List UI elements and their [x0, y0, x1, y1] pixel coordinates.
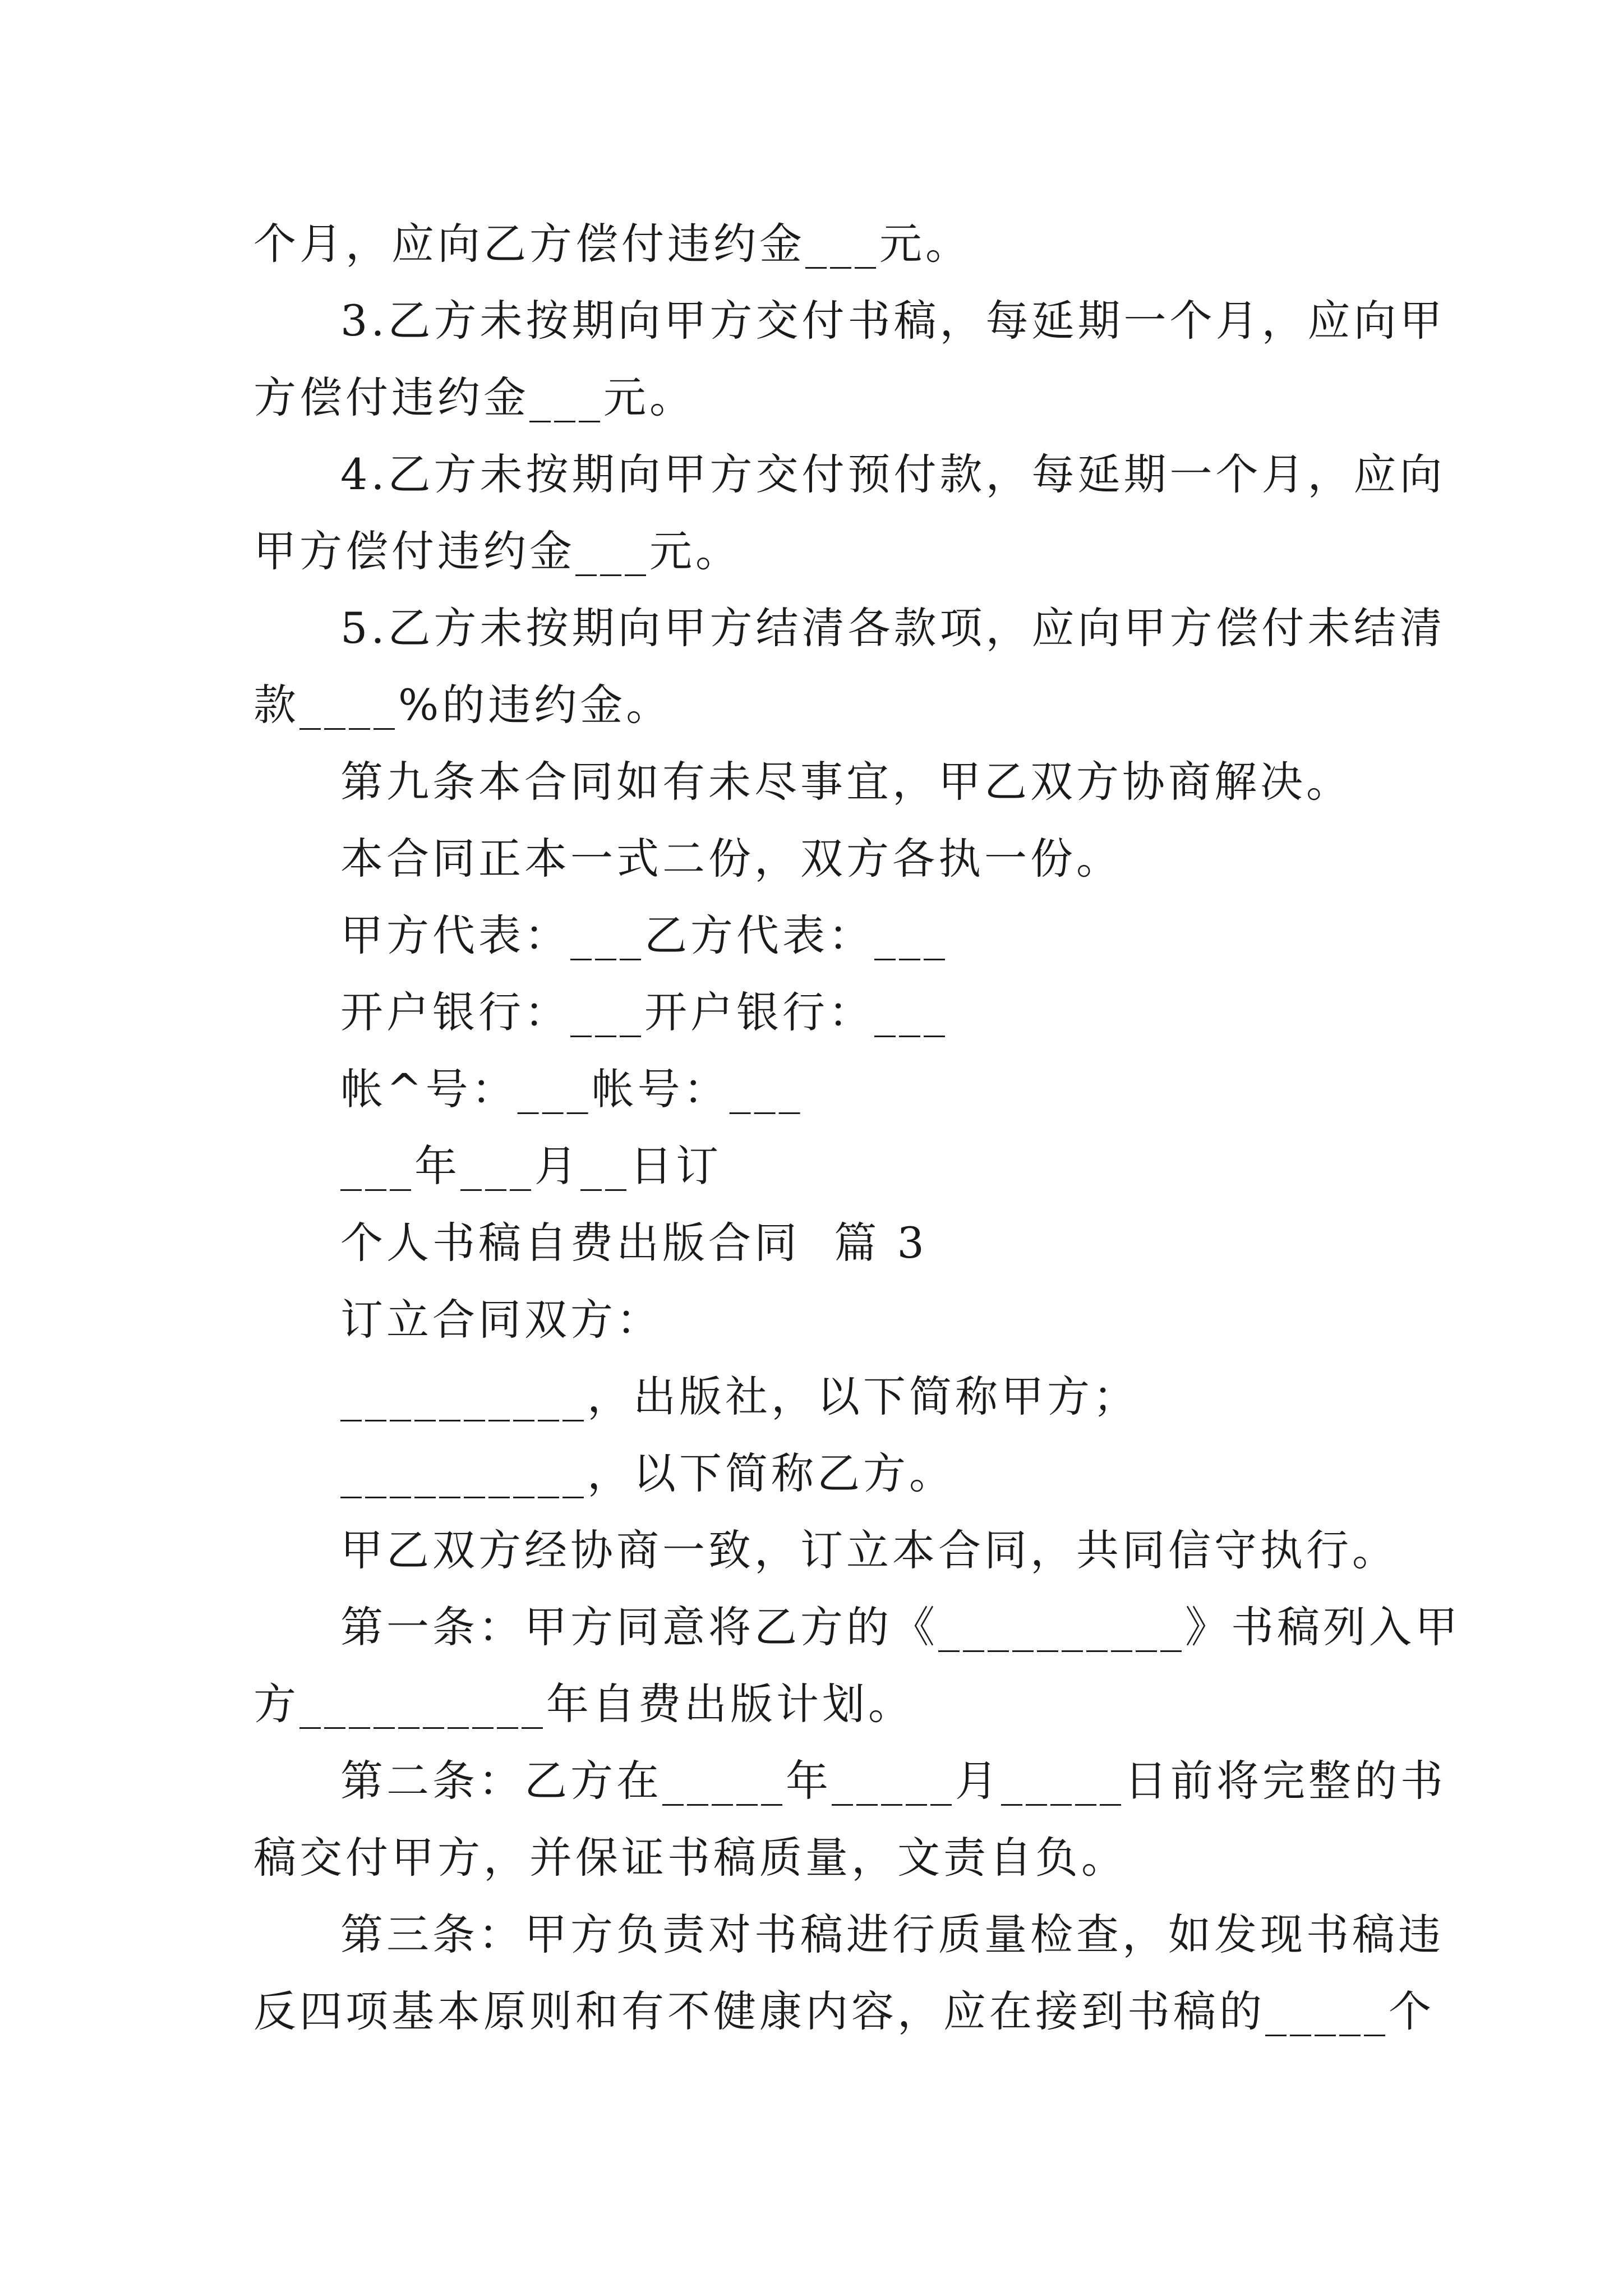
section-heading: 个人书稿自费出版合同 篇 3 — [340, 1218, 928, 1268]
text-line: 第二条：乙方在_____年_____月_____日前将完整的书 — [340, 1756, 1446, 1806]
text-line: 开户银行：___开户银行：___ — [340, 987, 948, 1037]
text-line: 5.乙方未按期向甲方结清各款项，应向甲方偿付未结清 — [340, 603, 1446, 653]
text-line: 第九条本合同如有未尽事宜，甲乙双方协商解决。 — [340, 757, 1352, 807]
text-line: 第三条：甲方负责对书稿进行质量检查，如发现书稿违 — [340, 1910, 1444, 1959]
text-line: 订立合同双方： — [340, 1295, 662, 1345]
text-line: 甲方代表：___乙方代表：___ — [340, 910, 948, 960]
text-line: 甲方偿付违约金___元。 — [253, 526, 741, 576]
text-line: 帐^号：___帐号：___ — [340, 1064, 804, 1114]
text-line: 个月，应向乙方偿付违约金___元。 — [253, 219, 971, 269]
text-line: 反四项基本原则和有不健康内容，应在接到书稿的_____个 — [253, 1986, 1435, 2036]
text-line: ___年___月__日订 — [340, 1141, 722, 1191]
text-line: 3.乙方未按期向甲方交付书稿，每延期一个月，应向甲 — [340, 296, 1446, 346]
text-line: 款____%的违约金。 — [253, 680, 672, 730]
text-line: 本合同正本一式二份，双方各执一份。 — [340, 834, 1122, 884]
text-line: 第一条：甲方同意将乙方的《__________》书稿列入甲 — [340, 1602, 1461, 1652]
text-line: __________，出版社，以下简称甲方； — [340, 1372, 1139, 1421]
text-line: 甲乙双方经协商一致，订立本合同，共同信守执行。 — [340, 1525, 1398, 1575]
text-line: 稿交付甲方，并保证书稿质量，文责自负。 — [253, 1833, 1127, 1883]
text-line: 方__________年自费出版计划。 — [253, 1679, 914, 1729]
text-line: 方偿付违约金___元。 — [253, 372, 695, 422]
text-line: __________，以下简称乙方。 — [340, 1448, 955, 1498]
text-line: 4.乙方未按期向甲方交付预付款，每延期一个月，应向 — [340, 449, 1446, 499]
